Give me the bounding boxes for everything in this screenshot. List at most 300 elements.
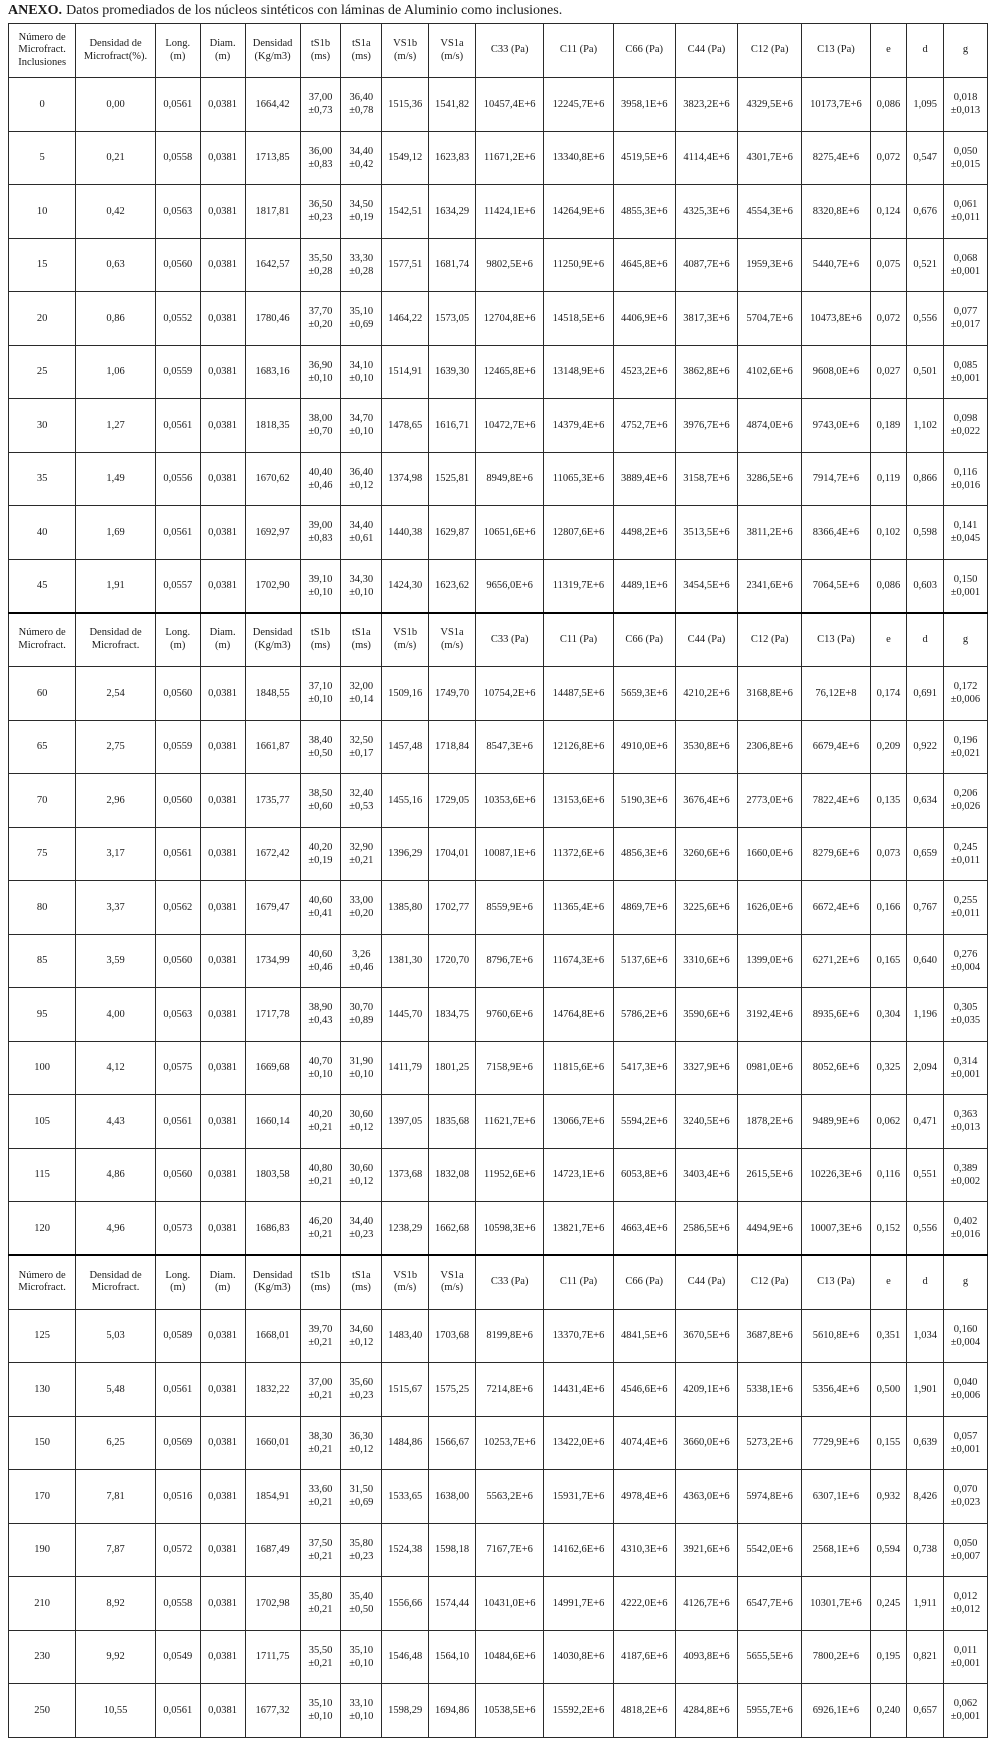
- table-cell: 80: [9, 881, 76, 935]
- table-cell: 0,42: [76, 185, 156, 239]
- table-cell: 0,0563: [155, 988, 200, 1042]
- table-cell: 10484,6E+6: [475, 1630, 543, 1684]
- table-row: [9, 1416, 988, 1470]
- table-cell: 0,556: [907, 292, 944, 346]
- table-cell: 3958,1E+6: [613, 78, 675, 132]
- table-cell: 0,659: [907, 827, 944, 881]
- table-cell: 14487,5E+6: [544, 667, 613, 721]
- table-cell: 0,077 ±0,017: [944, 292, 988, 346]
- table-cell: 1,102: [907, 399, 944, 453]
- table-cell: 0,166: [870, 881, 907, 935]
- table-cell: 3,26 ±0,46: [341, 934, 382, 988]
- table-cell: 1623,62: [429, 559, 476, 613]
- table-cell: 1541,82: [429, 78, 476, 132]
- table-cell: 0,389 ±0,002: [944, 1148, 988, 1202]
- table-cell: 1,911: [907, 1577, 944, 1631]
- table-row: [9, 720, 988, 774]
- table-cell: 70: [9, 774, 76, 828]
- table-cell: 0,062: [870, 1095, 907, 1149]
- table-cell: 5659,3E+6: [613, 667, 675, 721]
- table-cell: 0,276 ±0,004: [944, 934, 988, 988]
- table-cell: 10651,6E+6: [475, 506, 543, 560]
- table-cell: 10007,3E+6: [802, 1202, 870, 1256]
- table-cell: 0,691: [907, 667, 944, 721]
- column-header: C12 (Pa): [738, 24, 802, 78]
- table-cell: 34,60 ±0,12: [341, 1309, 382, 1363]
- table-cell: 7914,7E+6: [802, 452, 870, 506]
- table-cell: 0,866: [907, 452, 944, 506]
- table-cell: 8,426: [907, 1470, 944, 1524]
- table-cell: 0,152: [870, 1202, 907, 1256]
- table-cell: 10431,0E+6: [475, 1577, 543, 1631]
- table-cell: 1399,0E+6: [738, 934, 802, 988]
- table-cell: 1598,18: [429, 1523, 476, 1577]
- table-cell: 10301,7E+6: [802, 1577, 870, 1631]
- table-cell: 1385,80: [382, 881, 429, 935]
- table-cell: 3454,5E+6: [675, 559, 737, 613]
- table-cell: 0,471: [907, 1095, 944, 1149]
- table-cell: 0,521: [907, 238, 944, 292]
- table-cell: 0,657: [907, 1684, 944, 1738]
- column-header: tS1a (ms): [341, 24, 382, 78]
- table-cell: 0,098 ±0,022: [944, 399, 988, 453]
- table-cell: 0,155: [870, 1416, 907, 1470]
- table-cell: 12245,7E+6: [544, 78, 613, 132]
- table-cell: 1713,85: [245, 131, 300, 185]
- table-cell: 1542,51: [382, 185, 429, 239]
- table-cell: 4,00: [76, 988, 156, 1042]
- table-cell: 1834,75: [429, 988, 476, 1042]
- table-cell: 15: [9, 238, 76, 292]
- table-cell: 1533,65: [382, 1470, 429, 1524]
- column-header: Densidad de Microfract(%).: [76, 24, 156, 78]
- table-cell: 0,0381: [200, 131, 245, 185]
- table-cell: 1735,77: [245, 774, 300, 828]
- table-cell: 13153,6E+6: [544, 774, 613, 828]
- table-cell: 1,034: [907, 1309, 944, 1363]
- column-header: C44 (Pa): [675, 1255, 737, 1309]
- table-cell: 0,245: [870, 1577, 907, 1631]
- table-cell: 35,10 ±0,10: [300, 1684, 341, 1738]
- table-cell: 10173,7E+6: [802, 78, 870, 132]
- table-cell: 0,501: [907, 345, 944, 399]
- table-cell: 5786,2E+6: [613, 988, 675, 1042]
- table-cell: 0,0381: [200, 1470, 245, 1524]
- column-header: tS1b (ms): [300, 24, 341, 78]
- table-cell: 40,20 ±0,21: [300, 1095, 341, 1149]
- table-cell: 3260,6E+6: [675, 827, 737, 881]
- table-row: [9, 185, 988, 239]
- table-cell: 0,0560: [155, 1148, 200, 1202]
- table-cell: 35,10 ±0,69: [341, 292, 382, 346]
- table-cell: 35,10 ±0,10: [341, 1630, 382, 1684]
- table-cell: 0,00: [76, 78, 156, 132]
- table-cell: 4406,9E+6: [613, 292, 675, 346]
- table-cell: 1549,12: [382, 131, 429, 185]
- column-header: C66 (Pa): [613, 1255, 675, 1309]
- column-header: C44 (Pa): [675, 613, 737, 667]
- table-cell: 1832,08: [429, 1148, 476, 1202]
- table-cell: 3862,8E+6: [675, 345, 737, 399]
- table-cell: 1455,16: [382, 774, 429, 828]
- table-cell: 34,70 ±0,10: [341, 399, 382, 453]
- table-cell: 0,0381: [200, 559, 245, 613]
- column-header: d: [907, 24, 944, 78]
- table-cell: 7800,2E+6: [802, 1630, 870, 1684]
- table-cell: 2586,5E+6: [675, 1202, 737, 1256]
- table-cell: 1574,44: [429, 1577, 476, 1631]
- table-cell: 1681,74: [429, 238, 476, 292]
- table-cell: 60: [9, 667, 76, 721]
- column-header: C13 (Pa): [802, 613, 870, 667]
- table-cell: 1803,58: [245, 1148, 300, 1202]
- table-cell: 4222,0E+6: [613, 1577, 675, 1631]
- table-cell: 7167,7E+6: [475, 1523, 543, 1577]
- table-cell: 0,639: [907, 1416, 944, 1470]
- table-cell: 1729,05: [429, 774, 476, 828]
- table-cell: 1564,10: [429, 1630, 476, 1684]
- table-cell: 0,0562: [155, 881, 200, 935]
- table-cell: 150: [9, 1416, 76, 1470]
- table-cell: 34,50 ±0,19: [341, 185, 382, 239]
- table-cell: 5338,1E+6: [738, 1363, 802, 1417]
- table-cell: 210: [9, 1577, 76, 1631]
- column-header: Densidad (Kg/m3): [245, 24, 300, 78]
- table-cell: 0,598: [907, 506, 944, 560]
- header-row: [9, 24, 988, 78]
- table-cell: 5,03: [76, 1309, 156, 1363]
- table-cell: 0,932: [870, 1470, 907, 1524]
- table-cell: 30,60 ±0,12: [341, 1148, 382, 1202]
- table-cell: 0,0381: [200, 399, 245, 453]
- table-cell: 0,057 ±0,001: [944, 1416, 988, 1470]
- table-row: [9, 559, 988, 613]
- table-cell: 0,0381: [200, 78, 245, 132]
- table-cell: 30,70 ±0,89: [341, 988, 382, 1042]
- table-cell: 8559,9E+6: [475, 881, 543, 935]
- table-cell: 3817,3E+6: [675, 292, 737, 346]
- table-row: [9, 1041, 988, 1095]
- column-header: VS1b (m/s): [382, 24, 429, 78]
- table-cell: 4489,1E+6: [613, 559, 675, 613]
- table-cell: 4554,3E+6: [738, 185, 802, 239]
- table-cell: 1445,70: [382, 988, 429, 1042]
- table-cell: 1660,14: [245, 1095, 300, 1149]
- table-cell: 30: [9, 399, 76, 453]
- column-header: C33 (Pa): [475, 613, 543, 667]
- table-cell: 0,325: [870, 1041, 907, 1095]
- table-cell: 40,60 ±0,41: [300, 881, 341, 935]
- table-cell: 0,634: [907, 774, 944, 828]
- table-row: [9, 827, 988, 881]
- table-cell: 130: [9, 1363, 76, 1417]
- table-cell: 0,603: [907, 559, 944, 613]
- table-cell: 0,195: [870, 1630, 907, 1684]
- table-cell: 0,304: [870, 988, 907, 1042]
- table-cell: 0,102: [870, 506, 907, 560]
- table-cell: 0,0516: [155, 1470, 200, 1524]
- table-cell: 230: [9, 1630, 76, 1684]
- column-header: VS1a (m/s): [429, 613, 476, 667]
- table-cell: 1373,68: [382, 1148, 429, 1202]
- table-cell: 1546,48: [382, 1630, 429, 1684]
- table-cell: 34,10 ±0,10: [341, 345, 382, 399]
- table-cell: 2,96: [76, 774, 156, 828]
- table-cell: 1440,38: [382, 506, 429, 560]
- table-cell: 1711,75: [245, 1630, 300, 1684]
- table-cell: 5417,3E+6: [613, 1041, 675, 1095]
- table-cell: 1687,49: [245, 1523, 300, 1577]
- table-cell: 0,0381: [200, 1202, 245, 1256]
- header-row: [9, 1255, 988, 1309]
- table-cell: 0,63: [76, 238, 156, 292]
- table-cell: 32,40 ±0,53: [341, 774, 382, 828]
- table-cell: 34,30 ±0,10: [341, 559, 382, 613]
- table-cell: 6,25: [76, 1416, 156, 1470]
- table-cell: 4874,0E+6: [738, 399, 802, 453]
- table-cell: 7,87: [76, 1523, 156, 1577]
- table-cell: 6926,1E+6: [802, 1684, 870, 1738]
- table-cell: 1664,42: [245, 78, 300, 132]
- table-cell: 11065,3E+6: [544, 452, 613, 506]
- table-cell: 7822,4E+6: [802, 774, 870, 828]
- table-cell: 0,012 ±0,012: [944, 1577, 988, 1631]
- table-cell: 4519,5E+6: [613, 131, 675, 185]
- table-cell: 0,0561: [155, 1095, 200, 1149]
- table-cell: 35: [9, 452, 76, 506]
- table-cell: 1524,38: [382, 1523, 429, 1577]
- column-header: g: [944, 24, 988, 78]
- table-cell: 31,50 ±0,69: [341, 1470, 382, 1524]
- table-cell: 5356,4E+6: [802, 1363, 870, 1417]
- table-cell: 1818,35: [245, 399, 300, 453]
- table-cell: 33,60 ±0,21: [300, 1470, 341, 1524]
- header-row: [9, 613, 988, 667]
- table-cell: 3240,5E+6: [675, 1095, 737, 1149]
- table-cell: 33,30 ±0,28: [341, 238, 382, 292]
- table-cell: 32,50 ±0,17: [341, 720, 382, 774]
- table-cell: 1670,62: [245, 452, 300, 506]
- table-cell: 0,0381: [200, 774, 245, 828]
- table-cell: 0,0563: [155, 185, 200, 239]
- table-cell: 1,49: [76, 452, 156, 506]
- table-cell: 65: [9, 720, 76, 774]
- table-cell: 37,10 ±0,10: [300, 667, 341, 721]
- table-cell: 3,37: [76, 881, 156, 935]
- table-cell: 7064,5E+6: [802, 559, 870, 613]
- table-cell: 8935,6E+6: [802, 988, 870, 1042]
- table-cell: 3823,2E+6: [675, 78, 737, 132]
- table-cell: 6672,4E+6: [802, 881, 870, 935]
- table-cell: 4329,5E+6: [738, 78, 802, 132]
- table-cell: 125: [9, 1309, 76, 1363]
- table-cell: 0,738: [907, 1523, 944, 1577]
- table-cell: 1566,67: [429, 1416, 476, 1470]
- table-cell: 36,90 ±0,10: [300, 345, 341, 399]
- table-cell: 9743,0E+6: [802, 399, 870, 453]
- table-cell: 38,40 ±0,50: [300, 720, 341, 774]
- table-cell: 2,094: [907, 1041, 944, 1095]
- table-cell: 1817,81: [245, 185, 300, 239]
- column-header: C66 (Pa): [613, 24, 675, 78]
- table-cell: 4,96: [76, 1202, 156, 1256]
- table-cell: 0,0549: [155, 1630, 200, 1684]
- table-cell: 1683,16: [245, 345, 300, 399]
- table-cell: 0,0561: [155, 827, 200, 881]
- column-header: Diam. (m): [200, 24, 245, 78]
- table-cell: 11372,6E+6: [544, 827, 613, 881]
- table-cell: 115: [9, 1148, 76, 1202]
- table-cell: 1514,91: [382, 345, 429, 399]
- table-cell: 1,196: [907, 988, 944, 1042]
- table-cell: 0,174: [870, 667, 907, 721]
- table-cell: 2,54: [76, 667, 156, 721]
- column-header: Diam. (m): [200, 613, 245, 667]
- column-header: C33 (Pa): [475, 1255, 543, 1309]
- table-cell: 1704,01: [429, 827, 476, 881]
- table-cell: 0,547: [907, 131, 944, 185]
- table-cell: 0,767: [907, 881, 944, 935]
- table-cell: 1660,0E+6: [738, 827, 802, 881]
- table-cell: 0,0572: [155, 1523, 200, 1577]
- table-cell: 14723,1E+6: [544, 1148, 613, 1202]
- table-cell: 0,363 ±0,013: [944, 1095, 988, 1149]
- table-cell: 3158,7E+6: [675, 452, 737, 506]
- table-cell: 0,0381: [200, 667, 245, 721]
- table-cell: 1835,68: [429, 1095, 476, 1149]
- table-cell: 4087,7E+6: [675, 238, 737, 292]
- table-cell: 4869,7E+6: [613, 881, 675, 935]
- table-cell: 0,0561: [155, 399, 200, 453]
- table-cell: 7729,9E+6: [802, 1416, 870, 1470]
- table-cell: 8279,6E+6: [802, 827, 870, 881]
- table-row: [9, 881, 988, 935]
- table-cell: 0,0560: [155, 934, 200, 988]
- table-cell: 0,075: [870, 238, 907, 292]
- table-cell: 1679,47: [245, 881, 300, 935]
- table-cell: 10,55: [76, 1684, 156, 1738]
- table-cell: 7,81: [76, 1470, 156, 1524]
- table-cell: 1702,77: [429, 881, 476, 935]
- table-row: [9, 1630, 988, 1684]
- table-cell: 0,0560: [155, 774, 200, 828]
- table-cell: 11671,2E+6: [475, 131, 543, 185]
- table-cell: 9489,9E+6: [802, 1095, 870, 1149]
- table-cell: 0,165: [870, 934, 907, 988]
- table-cell: 1801,25: [429, 1041, 476, 1095]
- table-row: [9, 452, 988, 506]
- table-cell: 0,116: [870, 1148, 907, 1202]
- table-cell: 10087,1E+6: [475, 827, 543, 881]
- table-row: [9, 1202, 988, 1256]
- table-cell: 1,69: [76, 506, 156, 560]
- table-cell: 32,90 ±0,21: [341, 827, 382, 881]
- column-header: e: [870, 1255, 907, 1309]
- table-row: [9, 1470, 988, 1524]
- table-cell: 35,40 ±0,50: [341, 1577, 382, 1631]
- table-cell: 0,085 ±0,001: [944, 345, 988, 399]
- table-cell: 0,640: [907, 934, 944, 988]
- table-row: [9, 238, 988, 292]
- column-header: tS1b (ms): [300, 1255, 341, 1309]
- table-cell: 0,314 ±0,001: [944, 1041, 988, 1095]
- table-cell: 3811,2E+6: [738, 506, 802, 560]
- table-row: [9, 78, 988, 132]
- table-cell: 11621,7E+6: [475, 1095, 543, 1149]
- table-cell: 38,30 ±0,21: [300, 1416, 341, 1470]
- table-cell: 12807,6E+6: [544, 506, 613, 560]
- table-row: [9, 988, 988, 1042]
- table-cell: 37,70 ±0,20: [300, 292, 341, 346]
- table-cell: 100: [9, 1041, 76, 1095]
- table-cell: 5,48: [76, 1363, 156, 1417]
- table-cell: 0,0558: [155, 131, 200, 185]
- table-cell: 0,027: [870, 345, 907, 399]
- table-cell: 0: [9, 78, 76, 132]
- table-cell: 4126,7E+6: [675, 1577, 737, 1631]
- table-cell: 0,255 ±0,011: [944, 881, 988, 935]
- column-header: C66 (Pa): [613, 613, 675, 667]
- table-cell: 0,0556: [155, 452, 200, 506]
- table-cell: 5: [9, 131, 76, 185]
- table-cell: 39,10 ±0,10: [300, 559, 341, 613]
- table-cell: 38,00 ±0,70: [300, 399, 341, 453]
- column-header: e: [870, 24, 907, 78]
- table-cell: 8320,8E+6: [802, 185, 870, 239]
- table-cell: 3976,7E+6: [675, 399, 737, 453]
- table-cell: 1692,97: [245, 506, 300, 560]
- table-row: [9, 1095, 988, 1149]
- table-cell: 8052,6E+6: [802, 1041, 870, 1095]
- table-cell: 4855,3E+6: [613, 185, 675, 239]
- table-cell: 1396,29: [382, 827, 429, 881]
- table-cell: 4841,5E+6: [613, 1309, 675, 1363]
- table-cell: 4523,2E+6: [613, 345, 675, 399]
- table-cell: 13422,0E+6: [544, 1416, 613, 1470]
- table-cell: 1509,16: [382, 667, 429, 721]
- column-header: Diam. (m): [200, 1255, 245, 1309]
- table-cell: 5704,7E+6: [738, 292, 802, 346]
- column-header: VS1b (m/s): [382, 1255, 429, 1309]
- table-cell: 1374,98: [382, 452, 429, 506]
- column-header: C12 (Pa): [738, 1255, 802, 1309]
- table-cell: 1848,55: [245, 667, 300, 721]
- table-cell: 0,061 ±0,011: [944, 185, 988, 239]
- table-cell: 170: [9, 1470, 76, 1524]
- table-cell: 4310,3E+6: [613, 1523, 675, 1577]
- table-cell: 0,0573: [155, 1202, 200, 1256]
- table-cell: 0,594: [870, 1523, 907, 1577]
- table-cell: 9,92: [76, 1630, 156, 1684]
- table-cell: 1878,2E+6: [738, 1095, 802, 1149]
- table-cell: 0,086: [870, 559, 907, 613]
- table-cell: 0,172 ±0,006: [944, 667, 988, 721]
- column-header: Densidad (Kg/m3): [245, 1255, 300, 1309]
- table-cell: 5974,8E+6: [738, 1470, 802, 1524]
- table-cell: 0,0381: [200, 1148, 245, 1202]
- table-cell: 1411,79: [382, 1041, 429, 1095]
- table-cell: 3286,5E+6: [738, 452, 802, 506]
- table-cell: 3,17: [76, 827, 156, 881]
- table-cell: 3168,8E+6: [738, 667, 802, 721]
- table-cell: 39,70 ±0,21: [300, 1309, 341, 1363]
- table-cell: 5594,2E+6: [613, 1095, 675, 1149]
- table-cell: 40,70 ±0,10: [300, 1041, 341, 1095]
- table-cell: 3590,6E+6: [675, 988, 737, 1042]
- table-cell: 3889,4E+6: [613, 452, 675, 506]
- table-cell: 30,60 ±0,12: [341, 1095, 382, 1149]
- table-cell: 20: [9, 292, 76, 346]
